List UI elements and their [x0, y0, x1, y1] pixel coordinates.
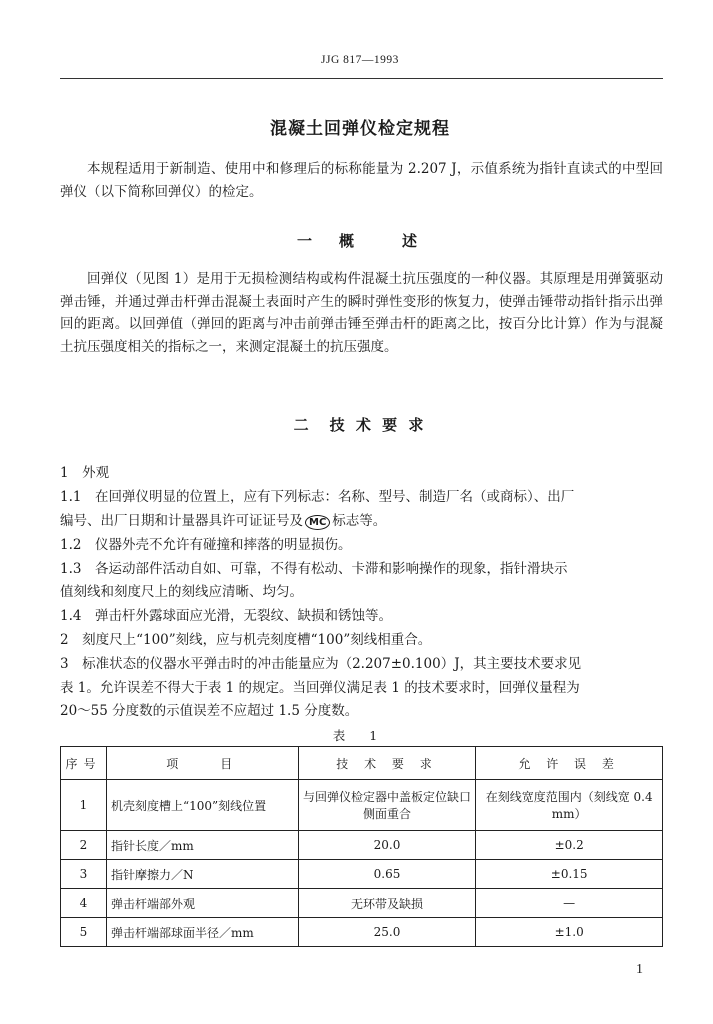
- clause-1-1-text-end: 标志等。: [332, 513, 387, 529]
- clause-1-1: 1.1 在回弹仪明显的位置上，应有下列标志：名称、型号、制造厂名（或商标）、出厂: [60, 489, 575, 505]
- table-cell: 在刻线宽度范围内（刻线宽 0.4 mm）: [476, 780, 663, 831]
- column-header: 允 许 误 差: [476, 747, 663, 780]
- table-cell: 指针摩擦力／N: [106, 860, 298, 889]
- table-cell: 1: [61, 780, 107, 831]
- clause-1-3: 1.3 各运动部件活动自如、可靠，不得有松动、卡滞和影响操作的现象，指针滑块示: [60, 561, 568, 577]
- clause-1-2: 1.2 仪器外壳不允许有碰撞和摔落的明显损伤。: [60, 537, 352, 553]
- document-number-header: JJG 817—1993: [321, 54, 399, 66]
- table-cell: 机壳刻度槽上“100”刻线位置: [106, 780, 298, 831]
- clause-3-end: 20～55 分度数的示值误差不应超过 1.5 分度数。: [60, 703, 359, 719]
- table-cell: 弹击杆端部球面半径／mm: [106, 918, 298, 947]
- table-cell: 5: [61, 918, 107, 947]
- clause-1-heading: 1 外观: [60, 465, 110, 481]
- clause-1-1-continued: [60, 510, 663, 532]
- header-divider: [60, 78, 663, 79]
- table-cell: 4: [61, 889, 107, 918]
- section-1-paragraph: 回弹仪（见图 1）是用于无损检测结构或构件混凝土抗压强度的一种仪器。其原理是用弹簧驱动弹击锤，并通过弹击杆弹击混凝土表面时产生的瞬时弹性变形的恢复力，使弹击锤带动指针指示出弹回的距离。以回弹值（弹回的距离与冲击前弹击锤至弹击杆的距离之比，按百分比计算）作为与混凝土抗压强度相关的指标之一，来测定混凝土的抗压强度。: [60, 271, 663, 355]
- table-cell: 3: [61, 860, 107, 889]
- table-cell: 无环带及缺损: [298, 889, 476, 918]
- column-header: 序号: [61, 747, 107, 780]
- table-cell: —: [476, 889, 663, 918]
- clause-1-4: 1.4 弹击杆外露球面应光滑，无裂纹、缺损和锈蚀等。: [60, 608, 392, 624]
- table-row: [61, 860, 663, 889]
- table-cell: ±0.15: [476, 860, 663, 889]
- table-cell: 与回弹仪检定器中盖板定位缺口侧面重合: [298, 780, 476, 831]
- mc-mark-icon: MC: [305, 515, 330, 530]
- table-caption: 表 1: [332, 728, 388, 743]
- clause-1-1-text: 编号、出厂日期和计量器具许可证证号及: [60, 513, 303, 529]
- clause-3: 3 标准状态的仪器水平弹击时的冲击能量应为（2.207±0.100）J，其主要技术要求见: [60, 656, 582, 672]
- clause-1-3-continued: 值刻线和刻度尺上的刻线应清晰、均匀。: [60, 584, 303, 600]
- table-cell: ±0.2: [476, 831, 663, 860]
- table-cell: 弹击杆端部外观: [106, 889, 298, 918]
- page-number: 1: [636, 962, 643, 977]
- clause-2: 2 刻度尺上“100”刻线，应与机壳刻度槽“100”刻线相重合。: [60, 632, 432, 648]
- column-header: 技 术 要 求: [298, 747, 476, 780]
- table-cell: 0.65: [298, 860, 476, 889]
- table-row: [61, 918, 663, 947]
- section-1-heading: 一 概 述: [296, 232, 423, 250]
- table-row: [61, 889, 663, 918]
- section-2-heading: 二 技 术 要 求: [293, 416, 427, 434]
- clause-3-continued: 表 1。允许误差不得大于表 1 的规定。当回弹仪满足表 1 的技术要求时，回弹仪量程为: [60, 680, 580, 696]
- table-cell: 20.0: [298, 831, 476, 860]
- table-cell: 指针长度／mm: [106, 831, 298, 860]
- table-cell: ±1.0: [476, 918, 663, 947]
- column-header: 项 目: [106, 747, 298, 780]
- page-title: 混凝土回弹仪检定规程: [270, 119, 450, 139]
- intro-paragraph: 本规程适用于新制造、使用中和修理后的标称能量为 2.207 J，示值系统为指针直读式的中型回弹仪（以下简称回弹仪）的检定。: [60, 161, 663, 200]
- table-cell: 25.0: [298, 918, 476, 947]
- table-cell: 2: [61, 831, 107, 860]
- table-header-row: [61, 747, 663, 780]
- table-row: [61, 780, 663, 831]
- spec-table: [60, 746, 663, 947]
- table-row: [61, 831, 663, 860]
